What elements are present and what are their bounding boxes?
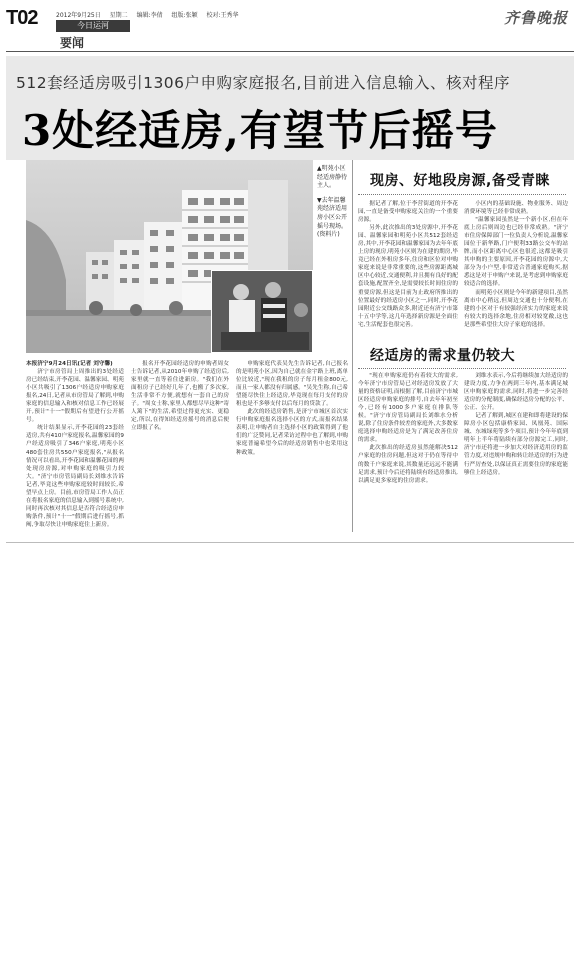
article-subhead: 512套经适房吸引1306户申购家庭报名,目前进入信息输入、核对程序 [16,74,510,92]
page-bottom-rule [6,542,574,543]
right-column-1 [358,200,458,332]
article-paragraph: 而明苑小区则是今年的新建项目,虽然离市中心稍远,但周边交通也十分便利,在建的小区对于有较强经济实力的家庭来说有较大的选择余地,住房相对较宽敞,这也是那些希望住大房子家庭的选择。 [464,289,568,328]
right-column-4 [464,372,568,532]
subheading-rule [358,368,566,369]
photo-caption-top: ▲明苑小区经适房静待主人。 [317,165,348,190]
article-headline: 3处经适房,有望节后摇号 [22,106,498,155]
header-rule [6,51,574,52]
article-paragraph: 小区内的基础设施、物业服务、周边消费环境等已经非常成熟。 [464,201,568,216]
article-paragraph: 另外,此次推出的3处房源中,开李花园、温馨家园和明苑小区共512套经适房,其中,开李花园和温馨家园为去年年底上房的现房,明苑小区则为在建的期房,毕竟已经在外租房多年,住房和区位对申购家庭来说是非常重要的,这些房源距离城区中心较近,交通便利,并且拥有良好的配套设施,配置齐全,是需要较长时间住房的重要房源,但这是目前为止政府所推出的位置最好的经适房小区之一,同时,开李花园附近公交线路众多,附近还有济宁市第十五中学等,这几年选择新房源是全面住宅,生活配套也很完善。 [358,225,458,328]
headline-band [6,56,574,160]
editor-credit: 编辑:李倩 [136,12,163,19]
article-lead-byline: 本报济宁9月24日讯(记者 刘守馨) [26,361,113,367]
article-paragraph: "现在申购家庭仍有着较大的需求,今年济宁市房管局已对经适房发放了大量的资格证明,而根据了解,目前济宁市城区经适房申购家庭的排号,自去年年初至今,已经有1000多户家庭在排队等候。"济宁市房管局副局长刘维水分析说,除了住房条件较差的家庭外,大多数家庭选择申购经适房是为了满足改善住房的需求。 [358,373,458,444]
article-paragraph: 据记者了解,位于李营街道的开李花园,一直是备受申购家庭关注的一个重要房源。 [358,201,458,224]
news-photo [26,160,313,353]
article-column-2 [131,360,229,530]
article-paragraph: 济宁市房管局上周推出的3处经适房已经结束,开李花园、温馨家园、明苑小区共吸引了1306户经适房申购家庭报名,24日,记者从市房管局了解到,申购家庭的信息输入和核对信息工作已经展开,预计"十一"假期后有望进行公开摇号。 [26,369,124,424]
designer-credit: 组版:张颖 [171,12,198,19]
article-paragraph: 此次推出的经适房虽然能解决512户家庭的住房问题,但这对于仍在等待中的数千户家庭来说,其数量还远远不能满足需求,预计今后还将陆续有经适房推出,以满足更多家庭的住房需求。 [358,445,458,484]
subheading-demand: 经适房的需求量仍较大 [370,348,515,364]
article-column-3 [236,360,348,530]
column-divider [352,160,353,532]
article-paragraph: 记者了解到,城区在建和即将建设的保障房小区包括康桥家园、凤凰苑、国际城、东城绿苑等多个项目,预计今年年底到明年上半年将陆续有部分房源完工,同时,济宁市还将进一步加大对经济适用房的监管力度,对违规申购和转让经适房的行为进行严厉查处,以保证真正需要住房的家庭能够住上经适房。 [464,413,568,476]
article-paragraph: 刘维水表示,今后将继续加大经适房的建设力度,力争在两到三年内,基本满足城区申购家庭的需求,同时,将进一步完善经适房的分配制度,确保经适房分配的公平、公正、公开。 [464,373,568,412]
article-paragraph: 此次的经适房销售,是济宁市城区首次实行申购家庭报名选择小区的方式,而报名结果表明,让申购者自主选择小区的政策得到了他们的广泛赞同,记者采访过程中也了解到,申购家庭普遍希望今后的经适房销售中也采用这种政策。 [236,409,348,456]
page-header [6,5,574,57]
photo-caption-bottom: ▼去年温馨苑经济适用房小区公开摇号现场。(资料片) [317,196,348,239]
article-column-1 [26,360,124,530]
header-meta [56,10,246,19]
subheading-quality-housing: 现房、好地段房源,备受青睐 [370,173,550,189]
issue-weekday: 星期二 [109,12,128,19]
section-tab: 今日运河 [56,20,130,32]
photo-captions [317,165,347,246]
article-paragraph: "温馨家园虽然是一个新小区,但在年底上房后则周边也已经非常成熟。"济宁市住房保障部门一位负责人分析说,温馨家园位于新华路,门户便利33路公交车的站牌,而小区距离中心区也很近,这都是吸引其申购的主要原因,开李花园的房源中,大部分为小户型,非常适合普通家庭购买,据悉这是对于申购户来说,是考虑到申购家庭较适合的选择。 [464,217,568,288]
lottery-scene-inset-photo [211,270,313,353]
section-name: 要闻 [60,36,85,50]
issue-date: 2012年9月25日 [56,12,101,19]
newspaper-logo: 齐鲁晚报 [503,9,568,27]
article-paragraph: 报名开李花园经适房的申购者周女士告诉记者,从2010年申购了经适房后,家里就一直等着住进新房。"我们在外面租房子已经好几年了,也搬了多次家,生活非常不方便,就想有一套自己的房子。"周女士称,家里人都想尽早这种"寄人篱下"的生活,希望过得更充实、更稳定,所以,在得知经适房摇号的消息后便立即报了名。 [131,361,229,432]
subheading-rule [358,194,566,195]
article-paragraph: 申购家庭代表吴先生告诉记者,自己报名的是明苑小区,因为自己就在金宇路上班,离单位比较近,"现在我租的房子每月租金800元,而且一家人都没有归属感。"吴先生称,自己希望能尽快住上经适房,毕竟现在每月支付的房租也是不多够支付以后每月的贷款了。 [236,361,348,408]
article-paragraph: 统计结果显示,开李花园的23套经适房,共有410户家庭报名,温馨家园的9户经适房吸引了346户家庭,明苑小区480套住房共550户家庭报名,"从报名情况可以看出,开李花园和温馨花园的两处现房房源,对申购家庭的吸引力较大。"济宁市房管局副局长刘维水告诉记者,毕竟这些申购家庭较时间较长,希望早点上房。目前,市房管局工作人员正在将报名家庭的信息输入到摇号系统中,同时再次核对其信息是否符合经适房申购条件,预计"十一"假期后进行摇号,抓阄,争取尽快让申购家庭住上新房。 [26,425,124,528]
right-column-3 [358,372,458,532]
proofreader-credit: 校对:王秀华 [206,12,239,19]
page-number: T02 [6,7,38,29]
right-column-2 [464,200,568,332]
